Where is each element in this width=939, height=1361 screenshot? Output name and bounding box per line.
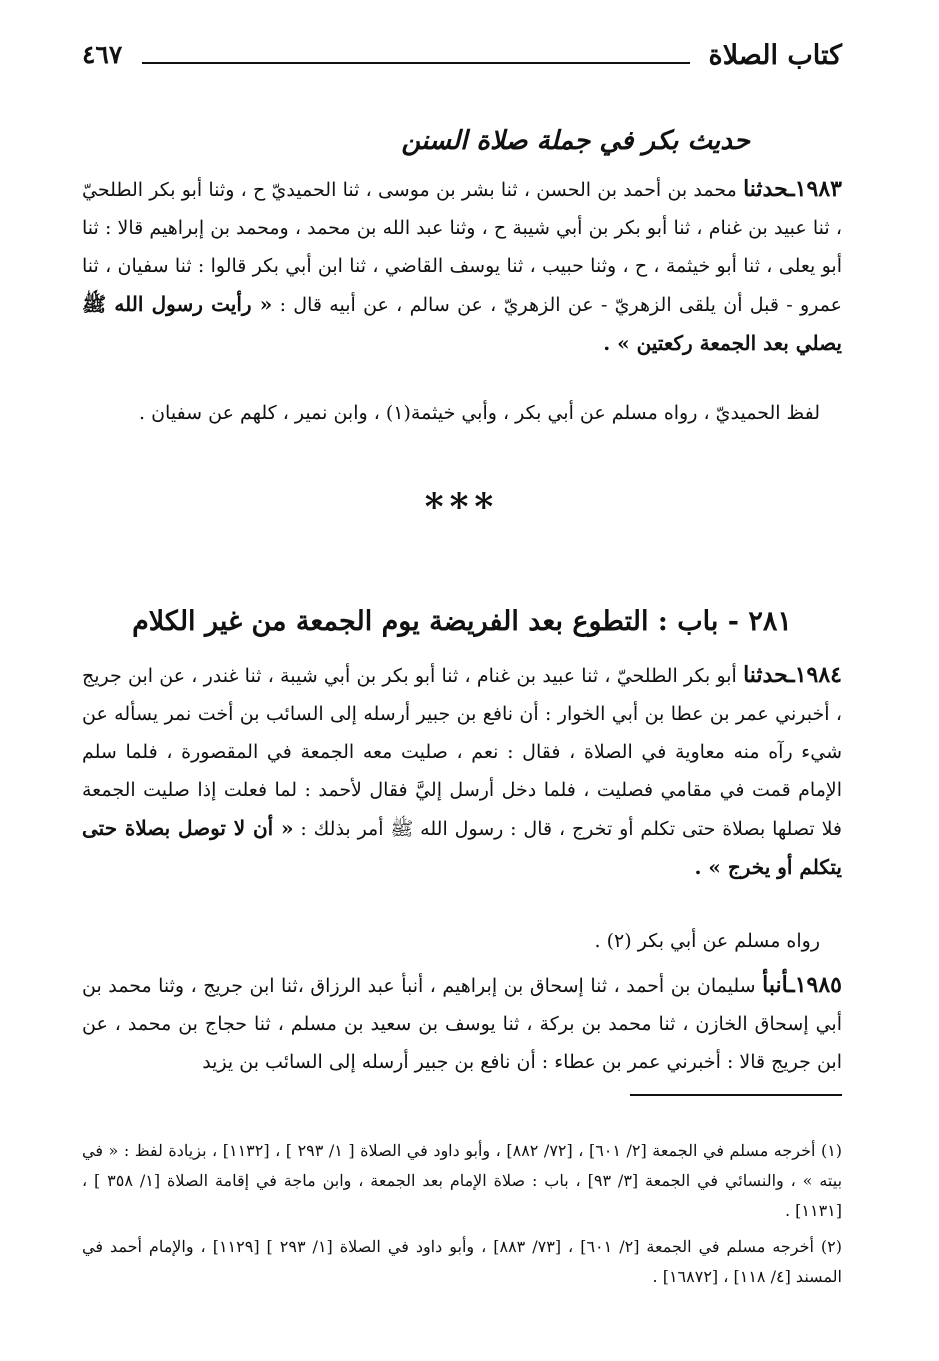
hadith-1985: ١٩٨٥ـأنبأ سليمان بن أحمد ، ثنا إسحاق بن إبراهيم ، أنبأ عبد الرزاق ،ثنا ابن جريج ، وثنا محمد بن أبي إسحاق الخازن ، ثنا محمد بن بركة ، ثنا يوسف بن سعيد بن مسلم ، ثنا حجاج بن محمد ، عن ابن جريج قالا : أخبرني عمر بن عطاء : أن نافع بن جبير أرسله إلى السائب بن يزيد bbox=[82, 972, 842, 1073]
hadith-quote: « أن لا توصل بصلاة حتى يتكلم أو يخرج » . bbox=[82, 816, 842, 879]
hadith-number: ١٩٨٥ bbox=[794, 972, 842, 998]
hadith-lead-word: حدثنا bbox=[743, 176, 789, 202]
footnote-rule bbox=[630, 1094, 842, 1096]
hadith-text: أبو بكر الطلحيّ ، ثنا عبيد بن غنام ، ثنا أبو بكر بن أبي شيبة ، ثنا غندر ، عن ابن جريج ، أخبرني عمر بن عطا بن أبي الخوار : أن نافع بن جبير أرسله إلى السائب بن أخت نمر يسأله عن شيء رآه منه معاوية في الصلاة ، فقال : نعم ، صليت معه الجمعة في المقصورة ، فلما سلم الإمام قمت في مقامي فصليت ، فلما دخل أرسل إليَّ فقال لأحمد : لما فعلت إذا صليت الجمعة فلا تصلها بصلاة حتى تكلم أو تخرج ، قال : رسول الله ﷺ أمر بذلك : bbox=[82, 665, 842, 840]
hadith-1984-note: رواه مسلم عن أبي بكر (٢) . bbox=[594, 930, 820, 952]
chapter-title: ٢٨١ - باب : التطوع بعد الفريضة يوم الجمعة من غير الكلام bbox=[132, 606, 792, 637]
footnote-1: (١) أخرجه مسلم في الجمعة [٢/ ٦٠١] ، [٧٢/ ٨٨٢] ، وأبو داود في الصلاة [ ١/ ٢٩٣ ] ، [١١٣٢] ، بزيادة لفظ : « في بيته » ، والنسائي في الجمعة [٣/ ٩٣] ، باب : صلاة الإمام بعد الجمعة ، وابن ماجة في إقامة الصلاة [١/ ٣٥٨ ] ، [١١٣١] . bbox=[82, 1141, 843, 1220]
hadith-lead-word: حدثنا bbox=[743, 662, 789, 688]
hadith-quote: « رأيت رسول الله ﷺ يصلي بعد الجمعة ركعتين » . bbox=[82, 292, 842, 355]
section-separator: *** bbox=[424, 486, 500, 528]
hadith-number: ١٩٨٤ bbox=[794, 662, 842, 688]
page-header bbox=[82, 40, 842, 80]
footnote-2: (٢) أخرجه مسلم في الجمعة [٢/ ٦٠١] ، [٧٣/ ٨٨٣] ، وأبو داود في الصلاة [١/ ٢٩٣ ] [١١٢٩] ، والإمام أحمد في المسند [٤/ ١١٨] ، [١٦٨٧٢] . bbox=[82, 1237, 843, 1286]
hadith-text: سليمان بن أحمد ، ثنا إسحاق بن إبراهيم ، أنبأ عبد الرزاق ،ثنا ابن جريج ، وثنا محمد بن أبي إسحاق الخازن ، ثنا محمد بن بركة ، ثنا يوسف بن سعيد بن مسلم ، ثنا حجاج بن محمد ، عن ابن جريج قالا : أخبرني عمر بن عطاء : أن نافع بن جبير أرسله إلى السائب بن يزيد bbox=[82, 975, 842, 1073]
hadith-1983: ١٩٨٣ـحدثنا محمد بن أحمد بن الحسن ، ثنا بشر بن موسى ، ثنا الحميديّ ح ، وثنا أبو بكر الطلحيّ ، ثنا عبيد بن غنام ، ثنا أبو بكر بن أبي شيبة ح ، وثنا عبد الله بن محمد ، ومحمد بن إبراهيم قالا : ثنا أبو يعلى ، ثنا أبو خيثمة ، ح ، وثنا حبيب ، ثنا يوسف القاضي ، ثنا ابن أبي بكر قالوا : ثنا سفيان ، ثنا عمرو - قبل أن يلقى الزهريّ - عن الزهريّ ، عن سالم ، عن أبيه قال : « رأيت رسول الله ﷺ يصلي بعد الجمعة ركعتين » . bbox=[82, 176, 842, 355]
header-rule bbox=[142, 62, 690, 64]
section-title: حديث بكر في جملة صلاة السنن bbox=[401, 126, 750, 156]
page-number: ٤٦٧ bbox=[82, 40, 123, 69]
hadith-number: ١٩٨٣ bbox=[794, 176, 842, 202]
hadith-1983-note: لفظ الحميديّ ، رواه مسلم عن أبي بكر ، وأبي خيثمة(١) ، وابن نمير ، كلهم عن سفيان . bbox=[139, 402, 820, 424]
hadith-1984: ١٩٨٤ـحدثنا أبو بكر الطلحيّ ، ثنا عبيد بن غنام ، ثنا أبو بكر بن أبي شيبة ، ثنا غندر ، عن ابن جريج ، أخبرني عمر بن عطا بن أبي الخوار : أن نافع بن جبير أرسله إلى السائب بن أخت نمر يسأله عن شيء رآه منه معاوية في الصلاة ، فقال : نعم ، صليت معه الجمعة في المقصورة ، فلما سلم الإمام قمت في مقامي فصليت ، فلما دخل أرسل إليَّ فقال لأحمد : لما فعلت إذا صليت الجمعة فلا تصلها بصلاة حتى تكلم أو تخرج ، قال : رسول الله ﷺ أمر بذلك : « أن لا توصل بصلاة حتى يتكلم أو يخرج » . bbox=[82, 662, 842, 879]
hadith-text: محمد بن أحمد بن الحسن ، ثنا بشر بن موسى ، ثنا الحميديّ ح ، وثنا أبو بكر الطلحيّ ، ثنا عبيد بن غنام ، ثنا أبو بكر بن أبي شيبة ح ، وثنا عبد الله بن محمد ، ومحمد بن إبراهيم قالا : ثنا أبو يعلى ، ثنا أبو خيثمة ، ح ، وثنا حبيب ، ثنا يوسف القاضي ، ثنا ابن أبي بكر قالوا : ثنا سفيان ، ثنا عمرو - قبل أن يلقى الزهريّ - عن الزهريّ ، عن سالم ، عن أبيه قال : bbox=[82, 179, 842, 316]
running-title: كتاب الصلاة bbox=[708, 40, 842, 71]
hadith-lead-word: أنبأ bbox=[762, 972, 789, 998]
